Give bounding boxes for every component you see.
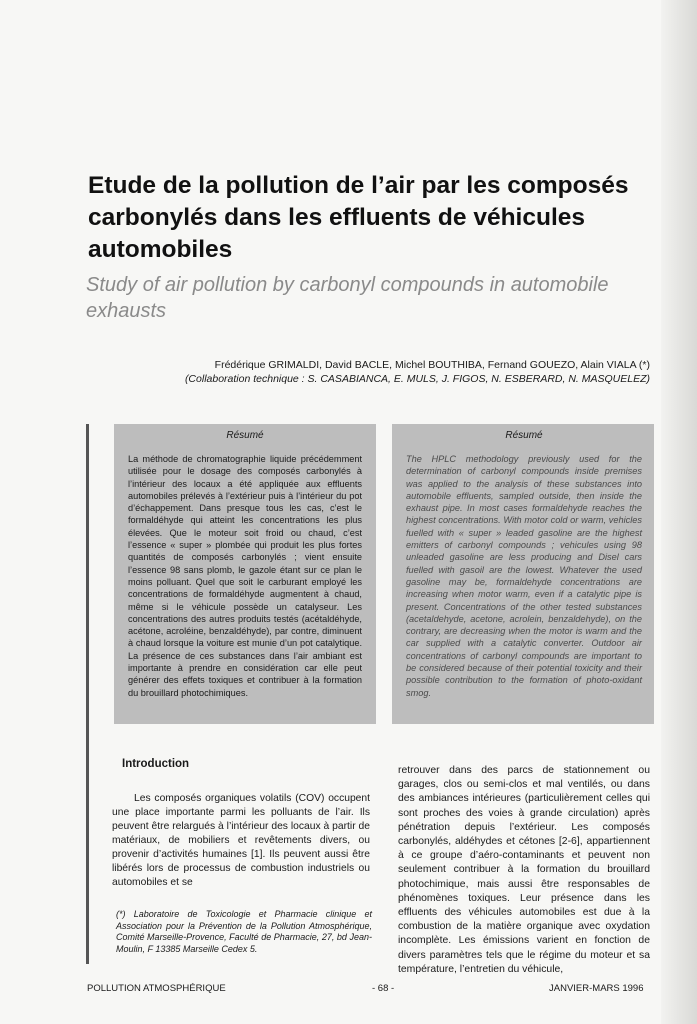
introduction-column-right — [398, 764, 650, 977]
footer-date: JANVIER-MARS 1996 — [549, 983, 644, 994]
introduction-heading: Introduction — [122, 758, 190, 770]
author-list: Frédérique GRIMALDI, David BACLE, Michel BOUTHIBA, Fernand GOUEZO, Alain VIALA (*) — [214, 359, 650, 371]
introduction-text: Les composés organiques volatils (COV) occupent une place importante parmi les polluants de l’air. Ils peuvent être relargués à l’intérieur des locaux à partir de matériaux, de mobiliers et revêtements divers, ou provenir d’activités humaines [1]. Ils peuvent aussi être libérés lors de processus de combustion industriels ou automobiles et se — [112, 793, 370, 888]
author-block — [120, 358, 650, 386]
abstract-french — [114, 424, 376, 724]
collaboration-line: (Collaboration technique : S. CASABIANCA, E. MULS, J. FIGOS, N. ESBERARD, N. MASQUELEZ) — [184, 373, 650, 385]
abstract-english — [392, 424, 654, 724]
affiliation-footnote: (*) Laboratoire de Toxicologie et Pharmacie clinique et Association pour la Prévention de la Pollution Atmosphérique, Comité Marseille-Provence, Faculté de Pharmacie, 27, bd Jean-Moulin, F 13385 Marseille Cedex 5. — [116, 909, 372, 954]
abstract-english-heading: Résumé — [505, 430, 543, 441]
abstract-english-text: The HPLC methodology previously used for the determination of carbonyl compounds inside premises was applied to the analysis of these substances into automobile effluents, sampled outside, then inside the exhaust pipe. In most cases formaldehyde reaches the highest concentrations. With motor cold or warm, vehicles fuelled with « super » leaded gasoline are the highest emitters of carbonyl compounds ; vehicules using 98 unleaded gasoline are less producing and Disel cars fuelled with gasoil are the lowest. Whatever the used gasoline may be, formaldehyde concentrations are increasing when motor warm, even if a catalytic pipe is present. Concentrations of the other tested substances (acetaldehyde, acetone, acrolein, benzaldehyde), on the contrary, are decreasing when the motor is warm and the car supplied with a catalytic converter. Outdoor air concentrations of carbonyl compounds are important to be considered because of their potential toxicity and their possible contribution to the formation of photo-oxidant smog. — [406, 454, 642, 698]
introduction-column-left — [112, 758, 370, 890]
footer-journal: POLLUTION ATMOSPHÉRIQUE — [87, 983, 226, 994]
article-title: Etude de la pollution de l’air par les composés carbonylés dans les effluents de véhicules automobiles — [88, 172, 629, 263]
abstract-french-text: La méthode de chromatographie liquide précédemment utilisée pour le dosage des composés carbonylés à l’intérieur des locaux a été appliquée aux effluents automobiles prélevés à l’extérieur puis à l’intérieur du pot d’échappement. Dans presque tous les cas, c’est le formaldéhyde qui atteint les concentrations les plus élevées. Que le moteur soit froid ou chaud, c’est l’essence « super » plombée qui produit les plus fortes quantités de composés carbonylés ; vient ensuite l’essence 98 sans plomb, le gazole étant sur ce plan le moins polluant. Quel que soit le carburant employé les concentrations de formaldéhyde augmentent à chaud, même si le véhicule possède un catalyseur. Les concentrations des autres produits testés (acétaldéhyde, acétone, acroléine, benzaldéhyde), par contre, diminuent à chaud lorsque la voiture est munie d’un pot catalytique. La présence de ces substances dans l’air ambiant est importante à prendre en considération car elle peut générer des effets toxiques et contribuer à la formation du brouillard photochimiques. — [128, 454, 362, 698]
abstract-french-heading: Résumé — [226, 430, 264, 441]
footer-page-number: - 68 - — [372, 983, 395, 994]
page-edge-shadow — [661, 0, 697, 1024]
introduction-continued-text: retrouver dans des parcs de stationnement ou garages, clos ou semi-clos et mal ventilés, ou dans des ambiances intérieures (particulièrement celles qui sont proches des voies à grande circulation) après pénétration depuis l’extérieur. Les composés carbonylés, aldéhydes et cétones [2-6], appartiennent à ce groupe d’aéro-contaminants et peuvent non seulement contribuer à la formation du brouillard photochimique, mais aussi être responsables de phénomènes toxiques. Leur présence dans les effluents des véhicules automobiles est due à la combustion de la matière organique avec oxydation incomplète. Les émissions varient en fonction de divers paramètres tels que le régime du moteur et sa température, l’entretien du véhicule, — [398, 765, 650, 975]
article-subtitle: Study of air pollution by carbonyl compounds in automobile exhausts — [86, 274, 609, 322]
left-margin-rule — [86, 424, 89, 964]
